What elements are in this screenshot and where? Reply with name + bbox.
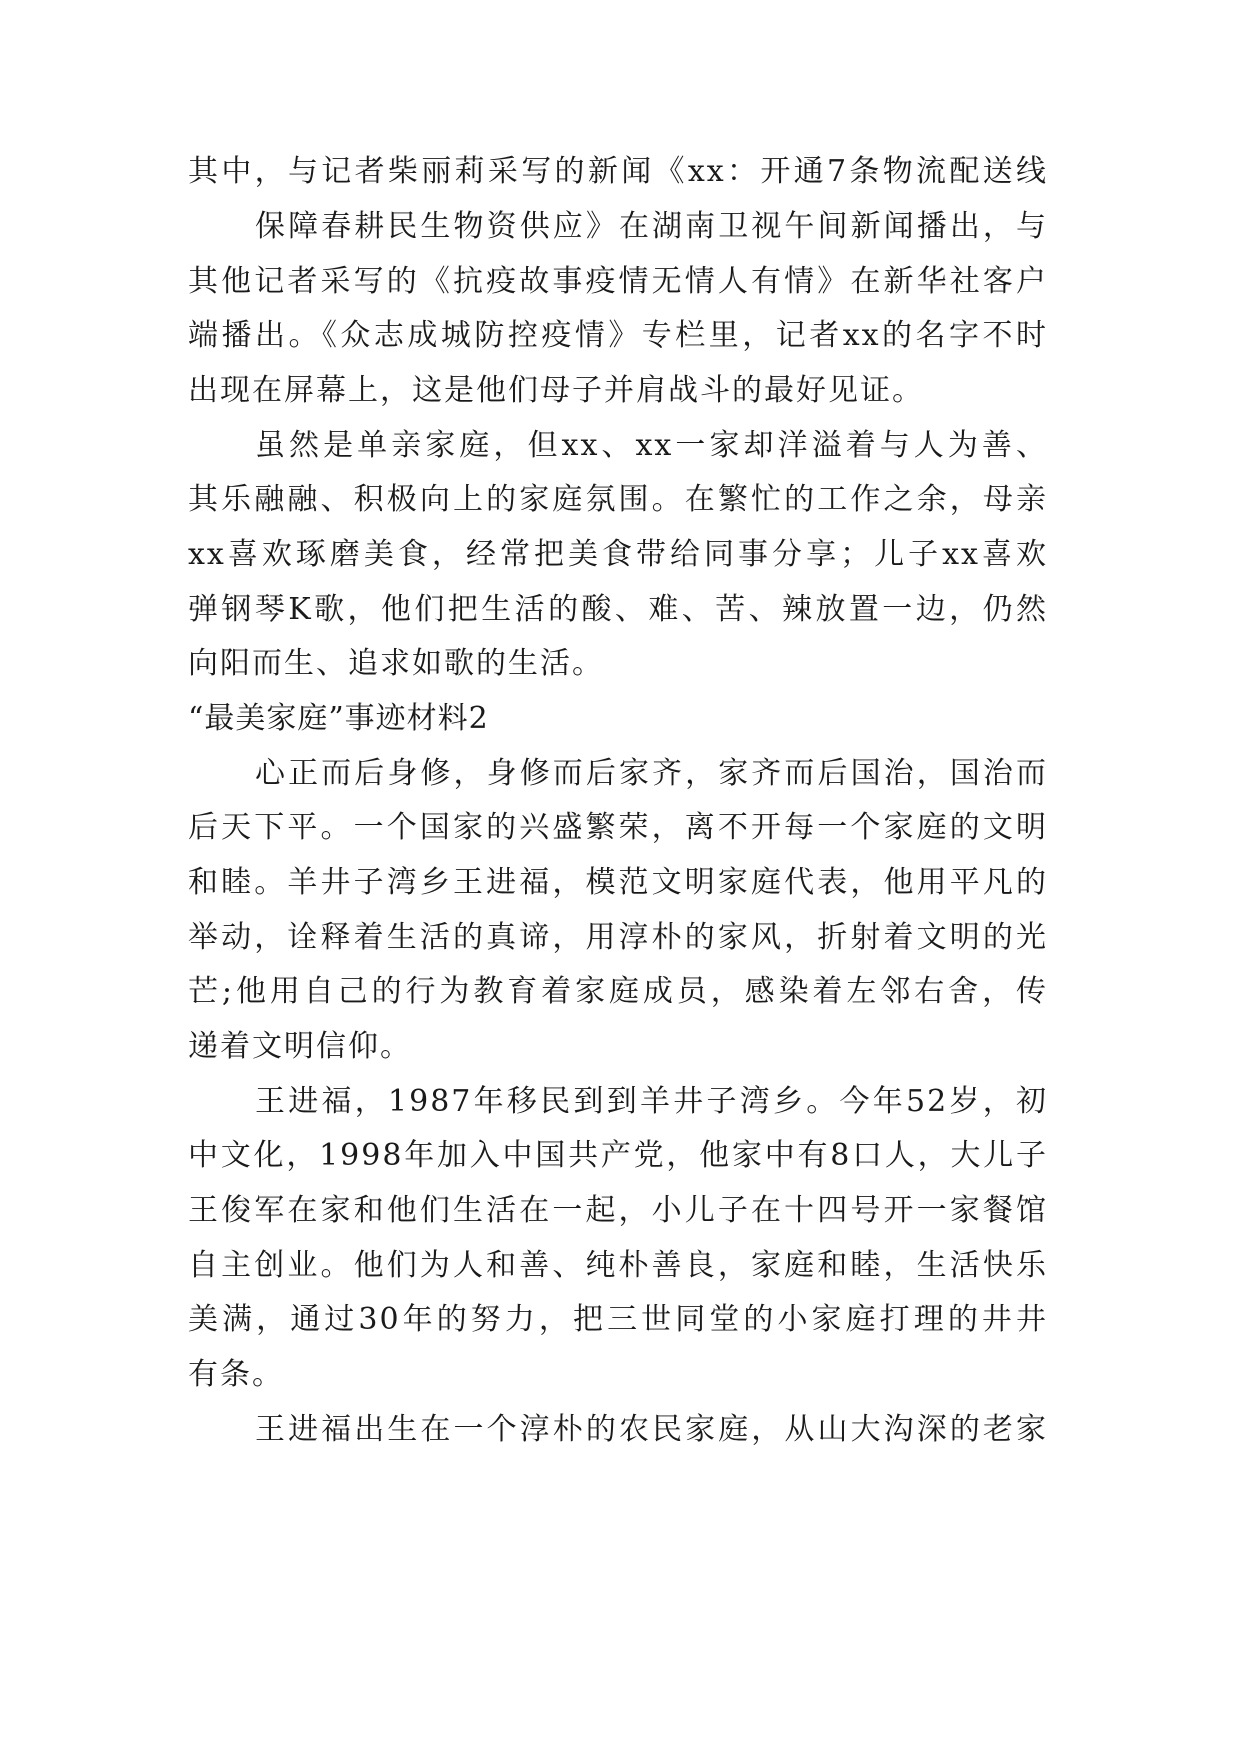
paragraph-line: 举动，诠释着生活的真谛，用淳朴的家风，折射着文明的光 [188,920,1048,955]
paragraph-line: 保障春耕民生物资供应》在湖南卫视午间新闻播出，与 [255,209,1048,244]
paragraph-line: 其他记者采写的《抗疫故事疫情无情人有情》在新华社客户 [188,264,1048,299]
paragraph-line: 自主创业。他们为人和善、纯朴善良，家庭和睦，生活快乐 [188,1248,1048,1283]
paragraph-line: 向阳而生、追求如歌的生活。 [188,646,604,681]
paragraph-line: 其中，与记者柴丽莉采写的新闻《xx：开通7条物流配送线 [188,154,1048,189]
paragraph-line: 王进福，1987年移民到到羊井子湾乡。今年52岁，初 [255,1084,1048,1119]
paragraph-line: 虽然是单亲家庭，但xx、xx一家却洋溢着与人为善、 [255,428,1048,463]
paragraph-line: 王进福出生在一个淳朴的农民家庭，从山大沟深的老家 [255,1412,1048,1447]
paragraph-line: 出现在屏幕上，这是他们母子并肩战斗的最好见证。 [188,373,924,408]
paragraph-line: 王俊军在家和他们生活在一起，小儿子在十四号开一家餐馆 [188,1193,1048,1228]
paragraph-line: 递着文明信仰。 [188,1029,412,1064]
paragraph-line: 弹钢琴K歌，他们把生活的酸、难、苦、辣放置一边，仍然 [188,592,1048,627]
paragraph-line: 和睦。羊井子湾乡王进福，模范文明家庭代表，他用平凡的 [188,865,1048,900]
paragraph-line: 中文化，1998年加入中国共产党，他家中有8口人，大儿子 [188,1138,1048,1173]
paragraph-line: 心正而后身修，身修而后家齐，家齐而后国治，国治而 [255,756,1048,791]
paragraph-line: xx喜欢琢磨美食，经常把美食带给同事分享；儿子xx喜欢 [188,537,1048,572]
paragraph-line: 有条。 [188,1357,284,1392]
paragraph-line: 芒;他用自己的行为教育着家庭成员，感染着左邻右舍，传 [188,974,1048,1009]
paragraph-line: 端播出。《众志成城防控疫情》专栏里，记者xx的名字不时 [188,318,1048,353]
paragraph-line: 美满，通过30年的努力，把三世同堂的小家庭打理的井井 [188,1302,1048,1337]
section-heading: “最美家庭”事迹材料2 [188,701,489,736]
paragraph-line: 后天下平。一个国家的兴盛繁荣，离不开每一个家庭的文明 [188,810,1048,845]
paragraph-line: 其乐融融、积极向上的家庭氛围。在繁忙的工作之余，母亲 [188,482,1048,517]
